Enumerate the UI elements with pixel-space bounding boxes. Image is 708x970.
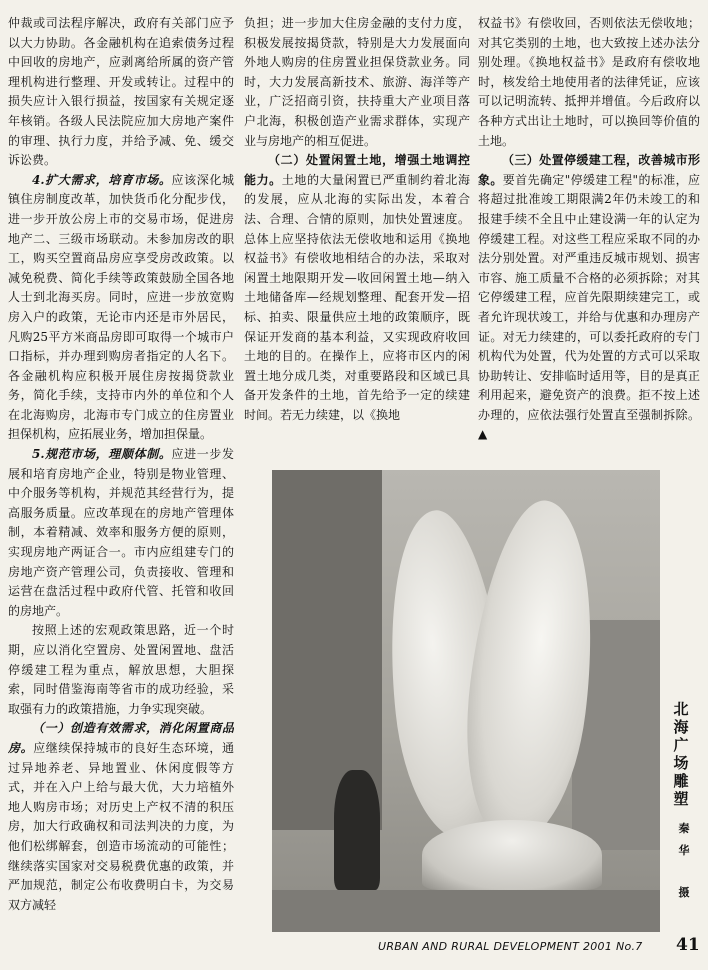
paragraph <box>8 445 234 621</box>
paragraph-body: 应进一步发展和培育房地产企业，特别是物业管理、中介服务等机构，并规范其经营行为，提高服务质量。应改革现在的房地产管理体制，本着精减、效率和服务方便的原则，实现房地产两证合一。市内应组建专门的房地产资产管理公司，负责接收、管理和运营在盘活过程中政府代管、托管和收回的房地产。 <box>8 447 234 618</box>
person-silhouette <box>334 770 380 890</box>
paragraph-body: 要首先确定"停缓建工程"的标准，应将超过批准竣工期限满2年仍未竣工的和报建手续不全且中止建设满一年的认定为停缓建工程。对这些工程应采取不同的办法分别处置。对严重违反城市规划、损害市容、施工质量不合格的必须拆除；对其它停缓建工程，应首先限期续建完工，或者允许现状竣工，并给与优惠和办理房产证。对无力续建的，可以委托政府的专门机构代为处置，代为处置的方式可以采取协助转让、安排临时适用等，目的是真正利用起来，避免资产的浪费。拒不按上述办理的，应依法强行处置直至强制拆除。▲ <box>478 172 700 442</box>
paragraph: 权益书》有偿收回，否则依法无偿收地；对其它类别的土地，也大致按上述办法分别处理。《换地权益书》是政府有偿收地时，核发给土地使用者的法律凭证，应该可以记明流转、抵押并增值。今后政府以各种方式出让土地时，可以换回等价值的土地。 <box>478 16 700 148</box>
page-number: 41 <box>676 935 700 955</box>
paragraph-body: 应继续保持城市的良好生态环境，通过异地养老、异地置业、休闲度假等方式，并在入户上给与最大优，大力培植外地人购房市场；对历史上产权不清的积压房，加大行政确权和司法判决的力度，为他们松绑解套，创造市场流动的可能性；继续落实国家对交易税费优惠的政策，并严加规范，制定公布收费明白卡，为交易双方减轻 <box>8 740 234 912</box>
sculpture-photo <box>272 470 660 932</box>
photographer-name: 秦华 <box>678 822 690 857</box>
paragraph-body: 应该深化城镇住房制度改革，加快货币化分配步伐，进一步开放公房上市的交易市场，促进房地产二、三级市场联动。未参加房改的职工，购买空置商品房应享受房改政策。以减免税费、简化手续等政策鼓励全国各地人士到北海买房。同时，应进一步放宽购房入户的政策，无论市内还是市外居民，凡购25平方米商品房即可取得一个城市户口指标，并办理到购房者指定的人名下。各金融机构应积极开展住房按揭贷款业务，简化手续，支持市内外的单位和个人在北海购房，北海市专门成立的住房置业担保机构，应拓展业务，增加担保量。 <box>8 172 234 442</box>
photo-credit-role: 摄 <box>678 886 690 899</box>
text-column-right <box>478 14 700 450</box>
section-heading: 5.规范市场，理顺体制。 <box>32 447 172 462</box>
section-heading: （一）创造有效需求，消化闲置商品房。 <box>8 721 234 755</box>
photo-credit <box>676 818 692 904</box>
paragraph-body: 土地的大量闲置已严重制约着北海的发展，应从北海的实际出发，本着合法、合理、合情的原则，加快处置速度。总体上应坚持依法无偿收地和运用《换地权益书》有偿收地相结合的办法，采取对闲置土地限期开发—收回闲置土地—纳入土地储备库—经规划整理、配套开发—招标、拍卖、限量供应土地的政策顺序，既保证开发商的基本利益，又实现政府收回土地的目的。在操作上，应将市区内的闲置土地分成几类，对重要路段和区域已具备开发条件的土地，首先给予一定的续建时间。若无力续建，以《换地 <box>244 172 470 422</box>
paragraph <box>478 151 700 445</box>
text-column-left <box>8 14 234 926</box>
sculpture-base <box>422 820 602 890</box>
plaza-ground <box>272 890 660 932</box>
section-heading: 4.扩大需求，培育市场。 <box>32 172 172 187</box>
paragraph <box>8 171 234 445</box>
section-heading: （三）处置停缓建工程，改善城市形象。 <box>478 153 700 187</box>
paragraph: 按照上述的宏观政策思路，近一个时期，应以消化空置房、处置闲置地、盘活停缓建工程为重点，解放思想，大胆探索，同时借鉴海南等省市的成功经验，采取强有力的政策措施，力争实现突破。 <box>8 623 234 716</box>
paragraph: 负担；进一步加大住房金融的支付力度，积极发展按揭贷款，特别是大力发展面向外地人购房的住房置业担保贷款业务。同时，大力发展高新技术、旅游、海洋等产业，广泛招商引资，扶持重大产业项目落户北海，积极创造产业需求群体，实现产业与房地产的相互促进。 <box>244 16 470 148</box>
photo-caption: 北海广场雕塑 <box>673 700 689 808</box>
paragraph <box>244 151 470 425</box>
section-heading: （二）处置闲置土地，增强土地调控能力。 <box>244 153 470 187</box>
text-column-middle <box>244 14 470 450</box>
journal-footer: URBAN AND RURAL DEVELOPMENT 2001 No.7 <box>378 940 643 953</box>
paragraph: 仲裁或司法程序解决，政府有关部门应予以大力协助。各金融机构在追索债务过程中回收的房地产，应剥离给所属的资产管理机构进行整理、开发或转让。过程中的损失应计入银行损益，按国家有关规定逐年核销。各级人民法院应加大房地产案件的审理、执行力度，并给予减、免、缓交诉讼费。 <box>8 16 234 168</box>
paragraph <box>8 719 234 915</box>
